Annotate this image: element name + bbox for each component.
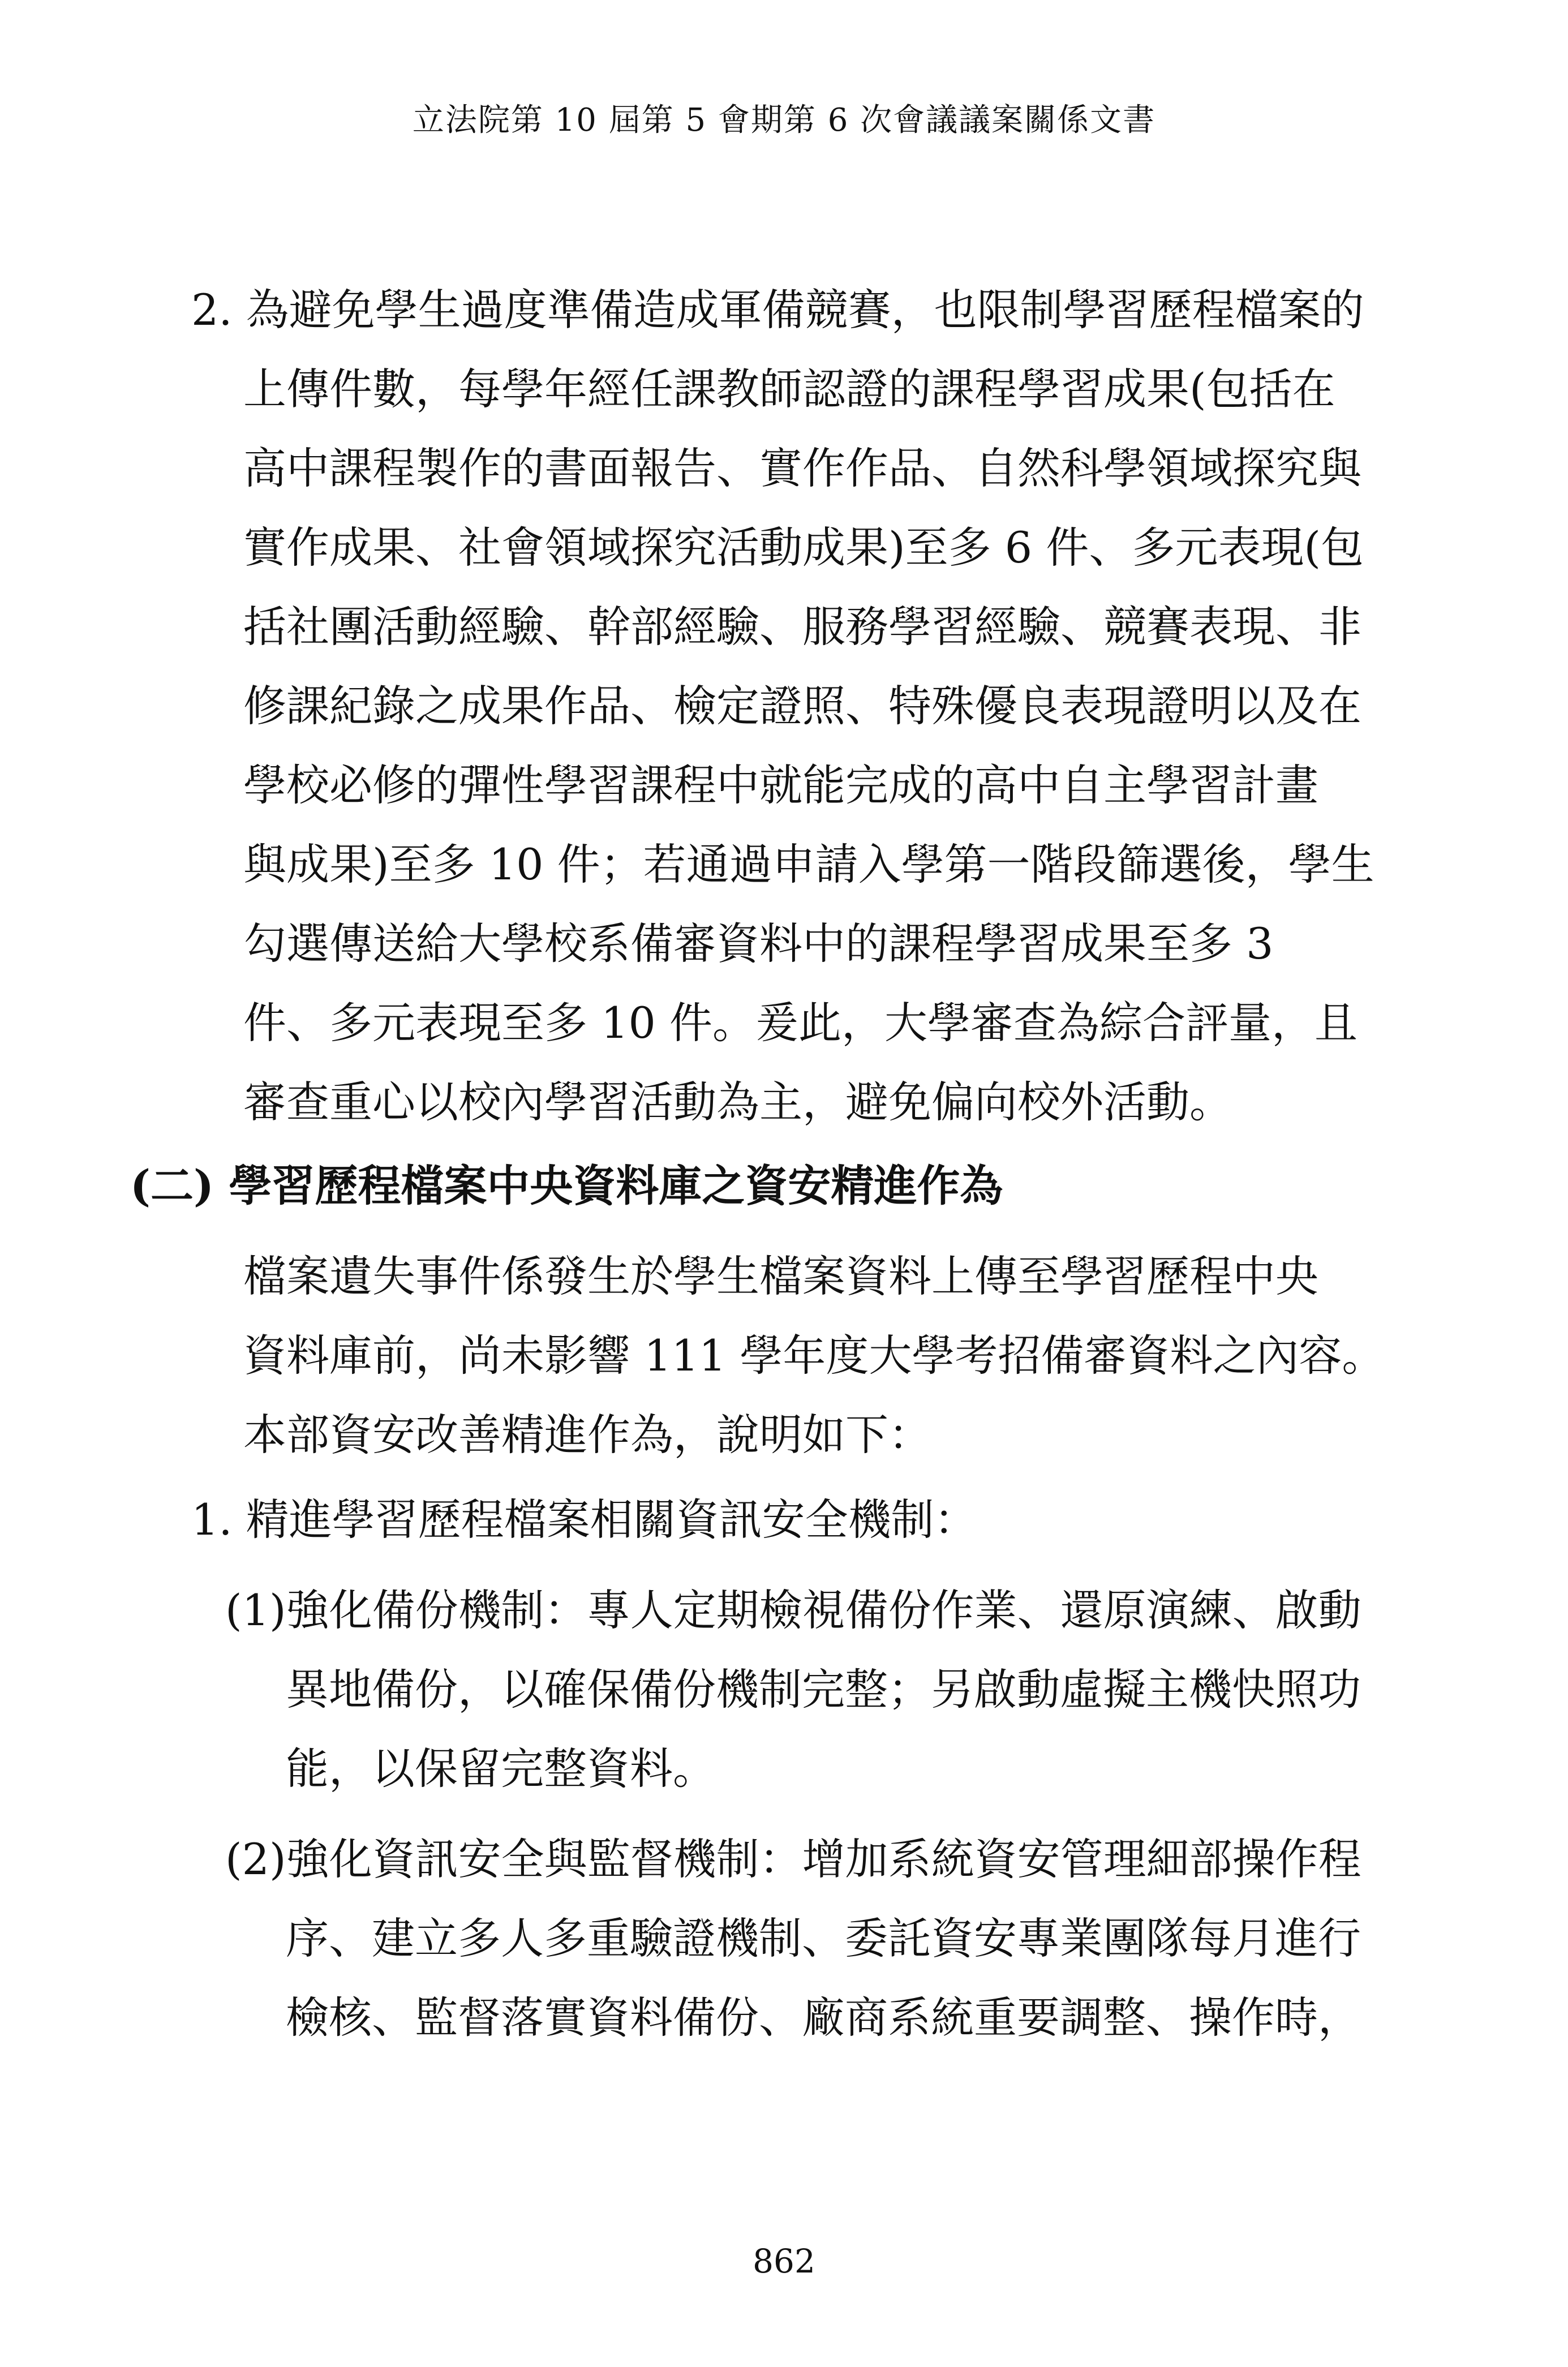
text-line: 序、建立多人多重驗證機制、委託資安專業團隊每月進行 <box>286 1913 1361 1964</box>
page-number: 862 <box>753 2242 815 2280</box>
text-line: 檔案遺失事件係發生於學生檔案資料上傳至學習歷程中央 <box>243 1251 1318 1301</box>
text-line: (2)強化資訊安全與監督機制：增加系統資安管理細部操作程 <box>225 1834 1361 1884</box>
text-line: 資料庫前，尚未影響 111 學年度大學考招備審資料之內容。 <box>243 1330 1385 1381</box>
text-line: 與成果)至多 10 件；若通過申請入學第一階段篩選後，學生 <box>243 839 1374 890</box>
text-line: 檢核、監督落實資料備份、廠商系統重要調整、操作時， <box>286 1992 1361 2043</box>
text-line: 修課紀錄之成果作品、檢定證照、特殊優良表現證明以及在 <box>243 681 1361 731</box>
text-line: 括社團活動經驗、幹部經驗、服務學習經驗、競賽表現、非 <box>243 602 1361 652</box>
text-line: 件、多元表現至多 10 件。爰此，大學審查為綜合評量，且 <box>243 998 1358 1048</box>
text-line: 1. 精進學習歷程檔案相關資訊安全機制： <box>191 1494 977 1545</box>
text-line: 上傳件數，每學年經任課教師認證的課程學習成果(包括在 <box>243 364 1335 414</box>
text-line: 高中課程製作的書面報告、實作作品、自然科學領域探究與 <box>243 443 1361 493</box>
text-line: (1)強化備份機制：專人定期檢視備份作業、還原演練、啟動 <box>225 1585 1361 1635</box>
text-line: 異地備份，以確保備份機制完整；另啟動虛擬主機快照功 <box>286 1664 1361 1715</box>
text-line: 審查重心以校內學習活動為主，避免偏向校外活動。 <box>243 1077 1232 1127</box>
page-header: 立法院第 10 屆第 5 會期第 6 次會議議案關係文書 <box>412 102 1156 139</box>
text-line: 能，以保留完整資料。 <box>286 1743 716 1794</box>
text-line: 2. 為避免學生過度準備造成軍備競賽，也限制學習歷程檔案的 <box>191 285 1364 335</box>
text-line: 勾選傳送給大學校系備審資料中的課程學習成果至多 3 <box>243 918 1274 969</box>
text-line: 本部資安改善精進作為，說明如下： <box>243 1410 931 1460</box>
section-title: (二) 學習歷程檔案中央資料庫之資安精進作為 <box>130 1161 1003 1211</box>
text-line: 學校必修的彈性學習課程中就能完成的高中自主學習計畫 <box>243 760 1318 810</box>
text-line: 實作成果、社會領域探究活動成果)至多 6 件、多元表現(包 <box>243 522 1364 573</box>
